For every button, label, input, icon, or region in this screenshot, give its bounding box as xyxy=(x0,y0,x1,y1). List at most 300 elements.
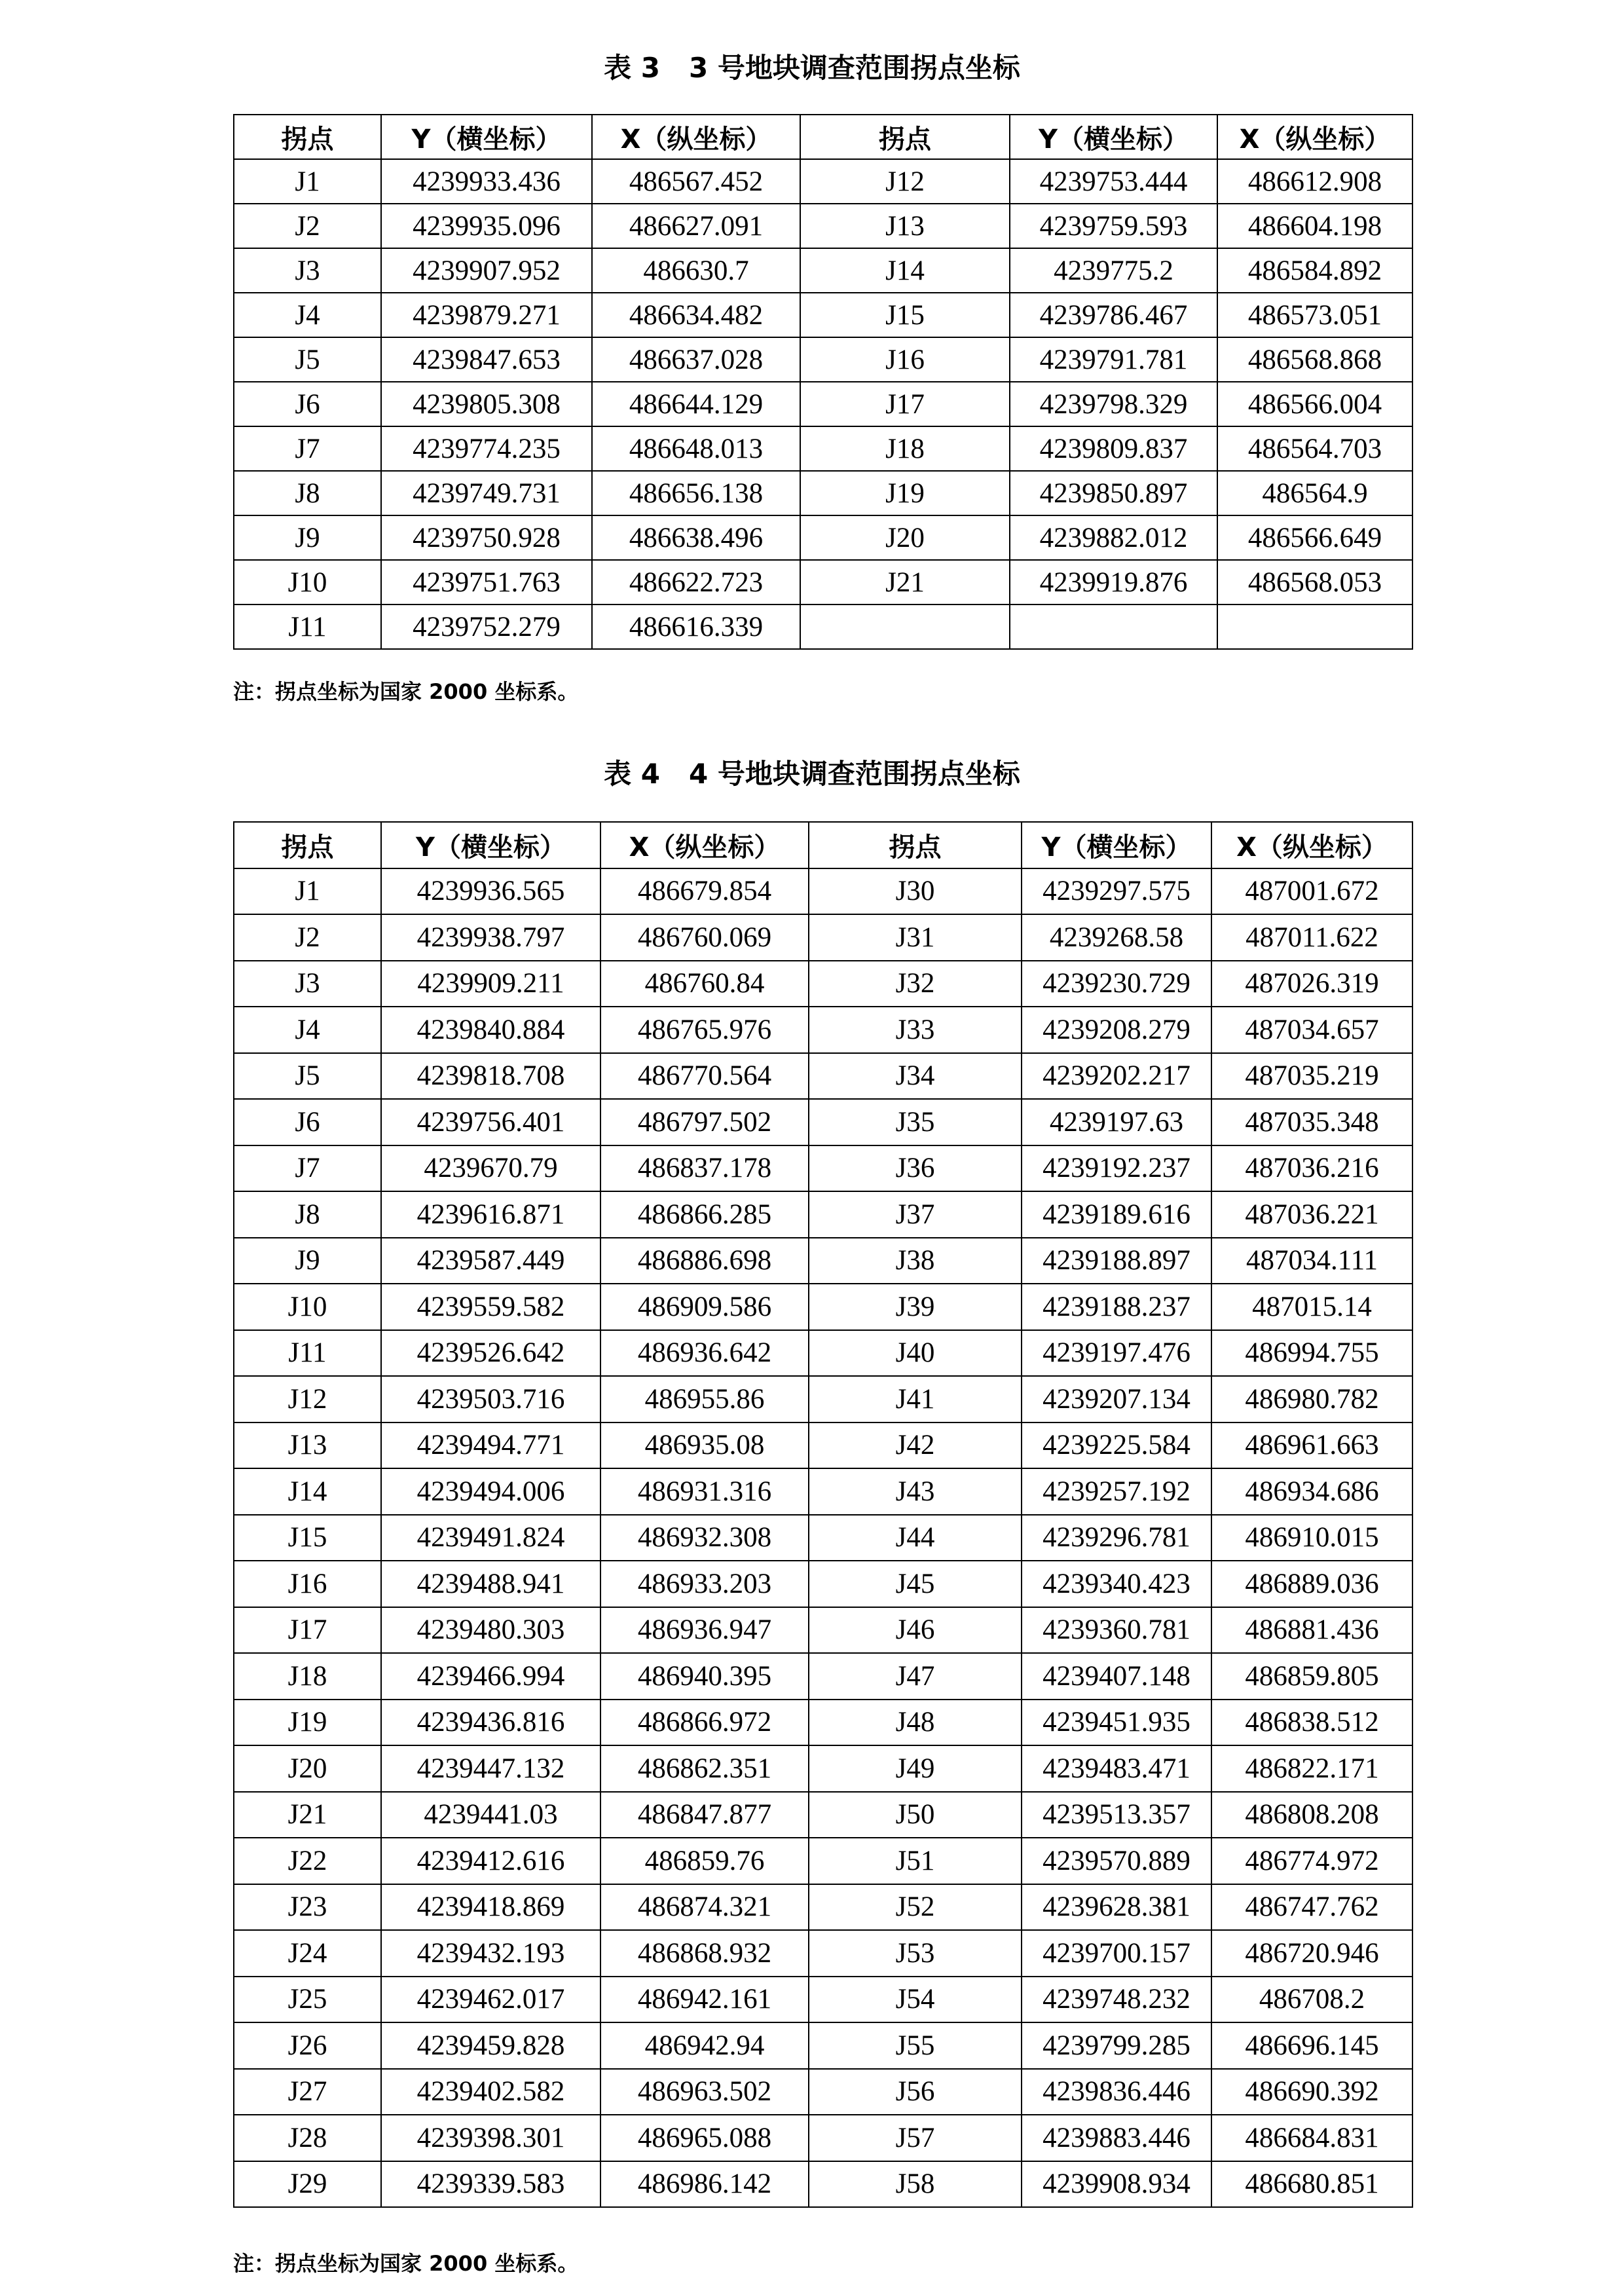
table-cell: 486963.502 xyxy=(600,2069,809,2115)
table-cell: J17 xyxy=(800,382,1010,426)
table-cell: J10 xyxy=(234,1284,381,1330)
table-cell: J38 xyxy=(809,1238,1022,1284)
table-cell: 4239700.157 xyxy=(1022,1930,1211,1977)
table-cell: 486567.452 xyxy=(592,159,800,204)
table-cell: 486680.851 xyxy=(1211,2161,1412,2208)
table-cell: J4 xyxy=(234,293,381,337)
table-cell: 4239488.941 xyxy=(381,1561,600,1607)
table-cell: 4239775.2 xyxy=(1010,248,1217,293)
table-cell: 4239909.211 xyxy=(381,961,600,1007)
table-cell: 486568.868 xyxy=(1217,337,1412,382)
header-cell: X（纵坐标） xyxy=(592,115,800,159)
table-cell: 4239628.381 xyxy=(1022,1884,1211,1931)
table-cell: 486684.831 xyxy=(1211,2115,1412,2161)
table-cell: 4239412.616 xyxy=(381,1838,600,1884)
header-cell: Y（横坐标） xyxy=(381,822,600,868)
table-cell: J36 xyxy=(809,1145,1022,1192)
table-cell: 4239526.642 xyxy=(381,1330,600,1377)
table-cell: 4239752.279 xyxy=(381,604,592,649)
table-cell: J48 xyxy=(809,1700,1022,1746)
table-cell xyxy=(800,604,1010,649)
table-row xyxy=(234,1792,1412,1838)
table-cell: 4239459.828 xyxy=(381,2022,600,2069)
table-cell: 486568.053 xyxy=(1217,560,1412,604)
table-cell: 487011.622 xyxy=(1211,914,1412,961)
table-cell: 4239398.301 xyxy=(381,2115,600,2161)
table-cell: 4239879.271 xyxy=(381,293,592,337)
table-cell: J3 xyxy=(234,961,381,1007)
table-cell: J53 xyxy=(809,1930,1022,1977)
table-cell: 4239559.582 xyxy=(381,1284,600,1330)
table-cell: 4239340.423 xyxy=(1022,1561,1211,1607)
table-cell: 486859.805 xyxy=(1211,1653,1412,1700)
table-cell: 4239462.017 xyxy=(381,1977,600,2023)
table-cell: J1 xyxy=(234,868,381,915)
table-cell: 486965.088 xyxy=(600,2115,809,2161)
table-cell: J13 xyxy=(800,204,1010,248)
table-cell: 487036.221 xyxy=(1211,1191,1412,1238)
table-cell: 4239818.708 xyxy=(381,1053,600,1100)
table-row xyxy=(234,1422,1412,1469)
table-cell: 486866.972 xyxy=(600,1700,809,1746)
table-cell: 486622.723 xyxy=(592,560,800,604)
table-cell: 486936.947 xyxy=(600,1607,809,1654)
table-cell: 4239189.616 xyxy=(1022,1191,1211,1238)
table-row xyxy=(234,1330,1412,1377)
table-row xyxy=(234,1884,1412,1931)
table-cell: 486708.2 xyxy=(1211,1977,1412,2023)
table-cell: 4239297.575 xyxy=(1022,868,1211,915)
header-cell: Y（横坐标） xyxy=(1022,822,1211,868)
table-cell: 4239480.303 xyxy=(381,1607,600,1654)
table-cell: J47 xyxy=(809,1653,1022,1700)
table-cell: 486637.028 xyxy=(592,337,800,382)
table-cell: 486648.013 xyxy=(592,426,800,471)
table-row xyxy=(234,426,1412,471)
table-row xyxy=(234,604,1412,649)
table-cell: 486627.091 xyxy=(592,204,800,248)
table4-caption xyxy=(0,754,1624,794)
table-row xyxy=(234,382,1412,426)
table-cell: J39 xyxy=(809,1284,1022,1330)
table-cell: J20 xyxy=(800,515,1010,560)
table-cell: J7 xyxy=(234,1145,381,1192)
table-row xyxy=(234,1930,1412,1977)
table-cell: J33 xyxy=(809,1007,1022,1053)
table-cell: J15 xyxy=(800,293,1010,337)
table-cell: 486866.285 xyxy=(600,1191,809,1238)
table-cell: 4239570.889 xyxy=(1022,1838,1211,1884)
table4-note: 注：拐点坐标为国家 2000 坐标系。 xyxy=(233,2251,579,2276)
table-cell: J9 xyxy=(234,1238,381,1284)
table-cell: J5 xyxy=(234,337,381,382)
table-cell: J30 xyxy=(809,868,1022,915)
table-cell: J20 xyxy=(234,1745,381,1792)
table-cell: 486910.015 xyxy=(1211,1515,1412,1561)
table-cell: 4239192.237 xyxy=(1022,1145,1211,1192)
table-cell: 4239418.869 xyxy=(381,1884,600,1931)
table-cell: 486868.932 xyxy=(600,1930,809,1977)
table-cell: 4239483.471 xyxy=(1022,1745,1211,1792)
table-cell: 486634.482 xyxy=(592,293,800,337)
table-cell: 486760.069 xyxy=(600,914,809,961)
table-cell: 486986.142 xyxy=(600,2161,809,2208)
table-cell: 4239805.308 xyxy=(381,382,592,426)
table-row xyxy=(234,1607,1412,1654)
table-cell: J14 xyxy=(234,1468,381,1515)
table-cell: 486696.145 xyxy=(1211,2022,1412,2069)
table-cell: J45 xyxy=(809,1561,1022,1607)
table-cell: 486935.08 xyxy=(600,1422,809,1469)
table-cell: J19 xyxy=(800,471,1010,515)
table-row xyxy=(234,2022,1412,2069)
table-cell: 4239225.584 xyxy=(1022,1422,1211,1469)
table-cell: 4239513.357 xyxy=(1022,1792,1211,1838)
table-cell: 486942.161 xyxy=(600,1977,809,2023)
table-cell: 4239850.897 xyxy=(1010,471,1217,515)
table-row xyxy=(234,1515,1412,1561)
table-cell: J2 xyxy=(234,914,381,961)
table-cell: 4239836.446 xyxy=(1022,2069,1211,2115)
table-row xyxy=(234,1468,1412,1515)
header-cell: Y（横坐标） xyxy=(1010,115,1217,159)
table-cell: 4239933.436 xyxy=(381,159,592,204)
table-row xyxy=(234,560,1412,604)
header-cell: X（纵坐标） xyxy=(600,822,809,868)
table-cell: 486940.395 xyxy=(600,1653,809,1700)
table-cell: 4239882.012 xyxy=(1010,515,1217,560)
table-cell: 486797.502 xyxy=(600,1099,809,1145)
table-cell: 4239208.279 xyxy=(1022,1007,1211,1053)
table-row xyxy=(234,248,1412,293)
table-row xyxy=(234,1099,1412,1145)
table-cell: J22 xyxy=(234,1838,381,1884)
table-cell: 486747.762 xyxy=(1211,1884,1412,1931)
table-cell: J51 xyxy=(809,1838,1022,1884)
table-row xyxy=(234,1700,1412,1746)
table-row xyxy=(234,1238,1412,1284)
table-cell: 486859.76 xyxy=(600,1838,809,1884)
table-cell xyxy=(1217,604,1412,649)
table-row xyxy=(234,159,1412,204)
table-cell: 486889.036 xyxy=(1211,1561,1412,1607)
table-cell: 486573.051 xyxy=(1217,293,1412,337)
table-cell: 4239799.285 xyxy=(1022,2022,1211,2069)
table3-caption xyxy=(0,48,1624,88)
table-cell: 486874.321 xyxy=(600,1884,809,1931)
table-cell: J26 xyxy=(234,2022,381,2069)
table-cell: 4239750.928 xyxy=(381,515,592,560)
table-cell: 487001.672 xyxy=(1211,868,1412,915)
table-cell: 486564.9 xyxy=(1217,471,1412,515)
table-cell: 486942.94 xyxy=(600,2022,809,2069)
table-cell: 4239756.401 xyxy=(381,1099,600,1145)
table-cell: J6 xyxy=(234,382,381,426)
table-cell: 4239339.583 xyxy=(381,2161,600,2208)
table-cell: J28 xyxy=(234,2115,381,2161)
table-cell: 486770.564 xyxy=(600,1053,809,1100)
table-cell: 486837.178 xyxy=(600,1145,809,1192)
table-cell: 4239786.467 xyxy=(1010,293,1217,337)
table-cell: 486604.198 xyxy=(1217,204,1412,248)
table-cell: J12 xyxy=(234,1376,381,1422)
table-cell: 4239466.994 xyxy=(381,1653,600,1700)
table-cell: J35 xyxy=(809,1099,1022,1145)
table-row xyxy=(234,204,1412,248)
table4-caption-title: 4 号地块调查范围拐点坐标 xyxy=(689,758,1020,790)
table-cell: 487035.219 xyxy=(1211,1053,1412,1100)
table-cell: J18 xyxy=(800,426,1010,471)
table-cell: 486612.908 xyxy=(1217,159,1412,204)
table-cell: J8 xyxy=(234,1191,381,1238)
table-cell: 487034.111 xyxy=(1211,1238,1412,1284)
table-cell: 4239503.716 xyxy=(381,1376,600,1422)
table-cell: 4239197.476 xyxy=(1022,1330,1211,1377)
table-row xyxy=(234,2069,1412,2115)
table-cell: 486720.946 xyxy=(1211,1930,1412,1977)
table-cell: 486630.7 xyxy=(592,248,800,293)
table-cell: 486909.586 xyxy=(600,1284,809,1330)
table-cell: 4239432.193 xyxy=(381,1930,600,1977)
table-row xyxy=(234,515,1412,560)
table-cell: 4239748.232 xyxy=(1022,1977,1211,2023)
table-cell: 4239447.132 xyxy=(381,1745,600,1792)
table-cell: J6 xyxy=(234,1099,381,1145)
table-cell: J21 xyxy=(234,1792,381,1838)
table-row xyxy=(234,1376,1412,1422)
table-cell: J12 xyxy=(800,159,1010,204)
table-cell: J27 xyxy=(234,2069,381,2115)
table-cell: 4239407.148 xyxy=(1022,1653,1211,1700)
table-cell: 4239749.731 xyxy=(381,471,592,515)
table-cell: J32 xyxy=(809,961,1022,1007)
table-cell: 486934.686 xyxy=(1211,1468,1412,1515)
header-cell: Y（横坐标） xyxy=(381,115,592,159)
table-cell: 4239257.192 xyxy=(1022,1468,1211,1515)
table-cell: J55 xyxy=(809,2022,1022,2069)
table3-caption-title: 3 号地块调查范围拐点坐标 xyxy=(689,52,1020,84)
table-cell: 4239494.771 xyxy=(381,1422,600,1469)
table-cell: 4239202.217 xyxy=(1022,1053,1211,1100)
table-row xyxy=(234,1284,1412,1330)
table-cell: J49 xyxy=(809,1745,1022,1792)
table-row xyxy=(234,1977,1412,2023)
table-cell: J3 xyxy=(234,248,381,293)
table-cell: J11 xyxy=(234,1330,381,1377)
table-cell: 4239230.729 xyxy=(1022,961,1211,1007)
table-cell: J58 xyxy=(809,2161,1022,2208)
table-cell: J18 xyxy=(234,1653,381,1700)
table-cell: J46 xyxy=(809,1607,1022,1654)
table-cell: 4239436.816 xyxy=(381,1700,600,1746)
table-cell: 486862.351 xyxy=(600,1745,809,1792)
table-cell: 4239616.871 xyxy=(381,1191,600,1238)
table-row xyxy=(234,914,1412,961)
table3-header-row xyxy=(234,115,1412,159)
table-cell: 486774.972 xyxy=(1211,1838,1412,1884)
table-cell: 486584.892 xyxy=(1217,248,1412,293)
table-cell: J5 xyxy=(234,1053,381,1100)
table-cell: 4239883.446 xyxy=(1022,2115,1211,2161)
table-row xyxy=(234,337,1412,382)
header-cell: 拐点 xyxy=(809,822,1022,868)
table-cell: J31 xyxy=(809,914,1022,961)
table-cell: 486886.698 xyxy=(600,1238,809,1284)
table-cell: 4239188.897 xyxy=(1022,1238,1211,1284)
table-cell: 486616.339 xyxy=(592,604,800,649)
table-cell: 4239197.63 xyxy=(1022,1099,1211,1145)
table-cell: 4239935.096 xyxy=(381,204,592,248)
table-row xyxy=(234,1145,1412,1192)
table-row xyxy=(234,293,1412,337)
table-cell xyxy=(1010,604,1217,649)
table-cell: 4239936.565 xyxy=(381,868,600,915)
table-cell: J54 xyxy=(809,1977,1022,2023)
table-cell: J21 xyxy=(800,560,1010,604)
table-cell: J25 xyxy=(234,1977,381,2023)
table-cell: 4239774.235 xyxy=(381,426,592,471)
table-cell: 4239491.824 xyxy=(381,1515,600,1561)
header-cell: 拐点 xyxy=(234,115,381,159)
table-cell: 4239908.934 xyxy=(1022,2161,1211,2208)
table-cell: J16 xyxy=(800,337,1010,382)
table-cell: 486765.976 xyxy=(600,1007,809,1053)
table-cell: 4239938.797 xyxy=(381,914,600,961)
table-cell: J43 xyxy=(809,1468,1022,1515)
table-cell: 486955.86 xyxy=(600,1376,809,1422)
table-cell: 486932.308 xyxy=(600,1515,809,1561)
table-cell: 4239919.876 xyxy=(1010,560,1217,604)
table-cell: 486638.496 xyxy=(592,515,800,560)
table-cell: 486847.877 xyxy=(600,1792,809,1838)
table-cell: J50 xyxy=(809,1792,1022,1838)
table-cell: J10 xyxy=(234,560,381,604)
table-cell: J56 xyxy=(809,2069,1022,2115)
header-cell: X（纵坐标） xyxy=(1211,822,1412,868)
table-cell: 487035.348 xyxy=(1211,1099,1412,1145)
table-cell: J4 xyxy=(234,1007,381,1053)
table-row xyxy=(234,2161,1412,2208)
table3 xyxy=(233,114,1413,650)
table-cell: J52 xyxy=(809,1884,1022,1931)
table-cell: J11 xyxy=(234,604,381,649)
table-cell: 486566.004 xyxy=(1217,382,1412,426)
table-cell: 4239441.03 xyxy=(381,1792,600,1838)
table-cell: 486564.703 xyxy=(1217,426,1412,471)
table-cell: 486961.663 xyxy=(1211,1422,1412,1469)
table-cell: 4239188.237 xyxy=(1022,1284,1211,1330)
table-cell: 486822.171 xyxy=(1211,1745,1412,1792)
table-cell: 4239840.884 xyxy=(381,1007,600,1053)
table-cell: 486881.436 xyxy=(1211,1607,1412,1654)
table-row xyxy=(234,868,1412,915)
table-cell: 486690.392 xyxy=(1211,2069,1412,2115)
table-cell: 486931.316 xyxy=(600,1468,809,1515)
table-cell: J15 xyxy=(234,1515,381,1561)
table-cell: 4239402.582 xyxy=(381,2069,600,2115)
table-cell: 486679.854 xyxy=(600,868,809,915)
table-cell: J13 xyxy=(234,1422,381,1469)
table3-note: 注：拐点坐标为国家 2000 坐标系。 xyxy=(233,679,579,704)
table-row xyxy=(234,1653,1412,1700)
table3-caption-number: 表 3 xyxy=(604,52,660,84)
table-row xyxy=(234,1191,1412,1238)
table-cell: 4239847.653 xyxy=(381,337,592,382)
table-cell: 486933.203 xyxy=(600,1561,809,1607)
table-cell: 486760.84 xyxy=(600,961,809,1007)
table-cell: J40 xyxy=(809,1330,1022,1377)
table-row xyxy=(234,2115,1412,2161)
table-cell: J57 xyxy=(809,2115,1022,2161)
table-row xyxy=(234,471,1412,515)
table-cell: 487026.319 xyxy=(1211,961,1412,1007)
table-cell: 4239268.58 xyxy=(1022,914,1211,961)
table-cell: J29 xyxy=(234,2161,381,2208)
table-row xyxy=(234,1745,1412,1792)
table-cell: J41 xyxy=(809,1376,1022,1422)
table-cell: J16 xyxy=(234,1561,381,1607)
table-cell: 486838.512 xyxy=(1211,1700,1412,1746)
table-cell: 4239451.935 xyxy=(1022,1700,1211,1746)
table-cell: J7 xyxy=(234,426,381,471)
table-cell: 4239207.134 xyxy=(1022,1376,1211,1422)
table-cell: 486656.138 xyxy=(592,471,800,515)
table-cell: J19 xyxy=(234,1700,381,1746)
table-cell: 4239296.781 xyxy=(1022,1515,1211,1561)
table-cell: J2 xyxy=(234,204,381,248)
table-cell: 486808.208 xyxy=(1211,1792,1412,1838)
table-cell: 4239751.763 xyxy=(381,560,592,604)
table-cell: 4239759.593 xyxy=(1010,204,1217,248)
table-cell: J23 xyxy=(234,1884,381,1931)
table-row xyxy=(234,1838,1412,1884)
table-cell: 487036.216 xyxy=(1211,1145,1412,1192)
table-cell: 4239809.837 xyxy=(1010,426,1217,471)
table-row xyxy=(234,1561,1412,1607)
table-cell: 4239907.952 xyxy=(381,248,592,293)
table-cell: J8 xyxy=(234,471,381,515)
header-cell: X（纵坐标） xyxy=(1217,115,1412,159)
table-cell: 4239360.781 xyxy=(1022,1607,1211,1654)
table-cell: 487015.14 xyxy=(1211,1284,1412,1330)
table-cell: 486566.649 xyxy=(1217,515,1412,560)
table-cell: J17 xyxy=(234,1607,381,1654)
table-cell: 4239494.006 xyxy=(381,1468,600,1515)
table-cell: 487034.657 xyxy=(1211,1007,1412,1053)
header-cell: 拐点 xyxy=(234,822,381,868)
table4-header-row xyxy=(234,822,1412,868)
table-cell: 486936.642 xyxy=(600,1330,809,1377)
table-cell: 486994.755 xyxy=(1211,1330,1412,1377)
table-cell: J34 xyxy=(809,1053,1022,1100)
header-cell: 拐点 xyxy=(800,115,1010,159)
table-cell: J42 xyxy=(809,1422,1022,1469)
table-cell: 486980.782 xyxy=(1211,1376,1412,1422)
table-row xyxy=(234,1053,1412,1100)
table-cell: J14 xyxy=(800,248,1010,293)
table4-caption-number: 表 4 xyxy=(604,758,660,790)
table-cell: J44 xyxy=(809,1515,1022,1561)
table-cell: J24 xyxy=(234,1930,381,1977)
table-cell: 4239670.79 xyxy=(381,1145,600,1192)
table4 xyxy=(233,821,1413,2208)
table-cell: 4239753.444 xyxy=(1010,159,1217,204)
table-cell: J9 xyxy=(234,515,381,560)
table-cell: 486644.129 xyxy=(592,382,800,426)
table-cell: J1 xyxy=(234,159,381,204)
table-row xyxy=(234,1007,1412,1053)
table-cell: 4239791.781 xyxy=(1010,337,1217,382)
